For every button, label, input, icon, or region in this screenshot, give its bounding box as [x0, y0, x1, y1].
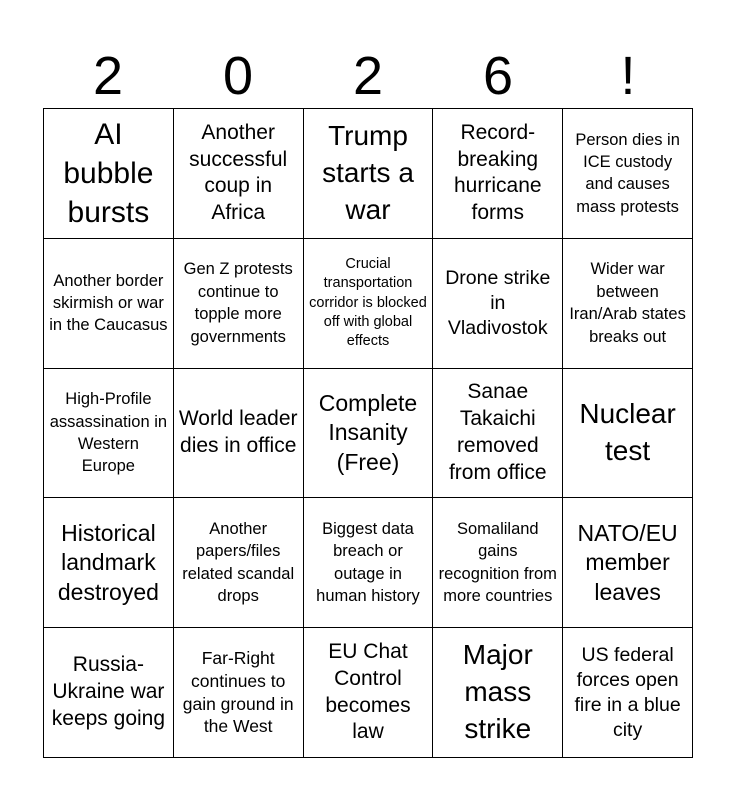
cell-text: EU Chat Control becomes law [325, 639, 411, 744]
cell-text: Far-Right continues to gain ground in the West [182, 648, 294, 737]
bingo-cell[interactable] [563, 369, 693, 499]
cell-text: Somaliland gains recognition from more countries [438, 519, 557, 606]
cell-text: Trump starts a war [322, 119, 414, 225]
cell-text: Crucial transportation corridor is blocked off with global effects [309, 255, 427, 350]
bingo-cell[interactable] [563, 239, 693, 369]
header-letter-1: 2 [92, 46, 124, 106]
header-letter-2: 0 [222, 46, 254, 106]
bingo-cell[interactable] [44, 628, 174, 758]
cell-text: Drone strike in Vladivostok [445, 266, 551, 339]
bingo-cell[interactable] [563, 628, 693, 758]
bingo-cell[interactable] [304, 109, 434, 239]
cell-text: Sanae Takaichi removed from office [448, 380, 547, 484]
bingo-cell[interactable] [304, 498, 434, 628]
bingo-cell[interactable] [44, 498, 174, 628]
cell-text: High-Profile assassination in Western Europe [49, 390, 168, 476]
cell-text: Complete Insanity (Free) [318, 389, 418, 475]
bingo-cell[interactable] [174, 239, 304, 369]
cell-text: Nuclear test [579, 398, 676, 466]
bingo-cell[interactable] [174, 109, 304, 239]
cell-text: Russia-Ukraine war keeps going [51, 653, 166, 731]
header-letter-4: 6 [482, 46, 514, 106]
bingo-cell[interactable] [44, 369, 174, 499]
cell-text: Wider war between Iran/Arab states breaks out [569, 260, 686, 346]
cell-text: Person dies in ICE custody and causes mass protests [575, 130, 680, 216]
bingo-cell[interactable] [174, 498, 304, 628]
cell-text: World leader dies in office [178, 407, 298, 457]
bingo-cell[interactable] [433, 239, 563, 369]
cell-text: Record-breaking hurricane forms [454, 120, 542, 225]
free-space-cell[interactable] [304, 369, 434, 499]
bingo-board [43, 108, 693, 758]
bingo-cell[interactable] [304, 239, 434, 369]
cell-text: NATO/EU member leaves [577, 519, 678, 605]
cell-text: Gen Z protests continue to topple more governments [183, 260, 293, 346]
cell-text: AI bubble bursts [63, 117, 154, 229]
bingo-cell[interactable] [44, 239, 174, 369]
cell-text: US federal forces open fire in a blue city [574, 643, 681, 741]
bingo-cell[interactable] [433, 369, 563, 499]
cell-text: Another border skirmish or war in the Caucasus [49, 271, 168, 335]
cell-text: Another successful coup in Africa [189, 120, 288, 225]
bingo-header [43, 44, 693, 108]
bingo-cell[interactable] [433, 498, 563, 628]
bingo-cell[interactable] [174, 628, 304, 758]
bingo-cell[interactable] [433, 109, 563, 239]
header-letter-5: ! [620, 46, 636, 106]
header-letter-3: 2 [352, 46, 384, 106]
bingo-cell[interactable] [563, 498, 693, 628]
cell-text: Biggest data breach or outage in human history [316, 519, 420, 606]
bingo-cell[interactable] [433, 628, 563, 758]
bingo-cell[interactable] [563, 109, 693, 239]
bingo-cell[interactable] [44, 109, 174, 239]
cell-text: Historical landmark destroyed [57, 519, 159, 605]
bingo-cell[interactable] [304, 628, 434, 758]
cell-text: Major mass strike [462, 639, 533, 745]
bingo-cell[interactable] [174, 369, 304, 499]
cell-text: Another papers/files related scandal drops [182, 519, 295, 606]
